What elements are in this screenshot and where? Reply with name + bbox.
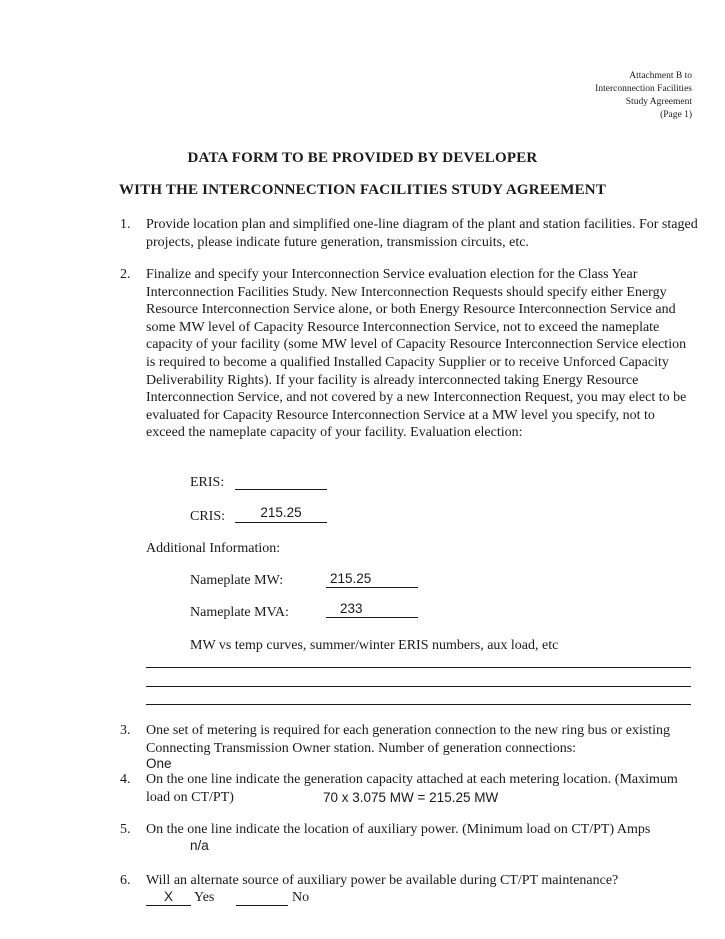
item-4-text: On the one line indicate the generation capacity attached at each metering location. (Maximum load on CT/PT) — [146, 772, 678, 805]
cris-field[interactable]: 215.25 — [235, 505, 327, 523]
generation-capacity-answer[interactable]: 70 x 3.075 MW = 215.25 MW — [323, 790, 499, 805]
no-label: No — [292, 890, 310, 905]
item-2-text: Finalize and specify your Interconnection Service evaluation election for the Class Year Interconnection Facilities Study. New Interconnection Requests should specify either Energy Resource Interconnection Service alone, or both Energy Resource Interconnection Service and some MW level of Capacity Resource Interconnection Service, not to exceed the nameplate capacity of your facility (some MW level of Capacity Resource Interconnection Service election is required to become a qualified Installed Capacity Supplier or to receive Unforced Capacity Deliverability Rights). If your facility is already interconnected taking Energy Resource Interconnection Service, and not covered by a new Interconnection Request, you may elect to be evaluated for Capacity Resource Interconnection Service at a MW level you specify, not to exceed the nameplate capacity of your facility. Evaluation election: — [146, 267, 687, 441]
attachment-line-2: Interconnection Facilities — [595, 84, 692, 94]
nameplate-mva-label: Nameplate MVA: — [190, 605, 289, 620]
yes-label: Yes — [194, 890, 215, 905]
item-6-text: Will an alternate source of auxiliary power be available during CT/PT maintenance? — [146, 873, 619, 888]
aux-amps-answer[interactable]: n/a — [190, 838, 209, 853]
form-title-line-2: WITH THE INTERCONNECTION FACILITIES STUDY AGREEMENT — [118, 182, 607, 198]
nameplate-mw-field[interactable]: 215.25 — [326, 571, 418, 588]
nameplate-mw-label: Nameplate MW: — [190, 573, 284, 588]
item-5-text: On the one line indicate the location of auxiliary power. (Minimum load on CT/PT) Amps — [146, 822, 651, 837]
no-checkbox-field[interactable] — [236, 889, 288, 906]
item-3-text: One set of metering is required for each generation connection to the new ring bus or existing Connecting Transmission Owner station. Number of generation connections: — [146, 723, 671, 756]
item-1-text: Provide location plan and simplified one-line diagram of the plant and station facilities. For staged projects, please indicate future generation, transmission circuits, etc. — [146, 217, 698, 250]
additional-line-2[interactable] — [146, 686, 691, 687]
item-5-number: 5. — [120, 822, 131, 837]
generation-connections-answer[interactable]: One — [146, 756, 172, 771]
nameplate-mva-field[interactable]: 233 — [326, 601, 418, 618]
cris-label: CRIS: — [190, 509, 226, 524]
item-1-number: 1. — [120, 217, 131, 232]
additional-line-1[interactable] — [146, 667, 691, 668]
eris-label: ERIS: — [190, 475, 225, 490]
additional-line-3[interactable] — [146, 704, 691, 705]
additional-heading: Additional Information: — [146, 541, 281, 556]
attachment-line-4: (Page 1) — [660, 110, 692, 120]
form-title-line-1: DATA FORM TO BE PROVIDED BY DEVELOPER — [187, 150, 538, 166]
item-2-number: 2. — [120, 267, 131, 282]
item-4-number: 4. — [120, 772, 131, 787]
attachment-line-1: Attachment B to — [629, 71, 692, 81]
item-3-number: 3. — [120, 723, 131, 738]
attachment-line-3: Study Agreement — [625, 97, 692, 107]
attachment-header — [595, 70, 692, 122]
curves-label: MW vs temp curves, summer/winter ERIS numbers, aux load, etc — [190, 638, 559, 653]
item-6-number: 6. — [120, 873, 131, 888]
yes-checkbox-field[interactable]: X — [146, 889, 191, 906]
eris-field[interactable] — [235, 472, 327, 490]
